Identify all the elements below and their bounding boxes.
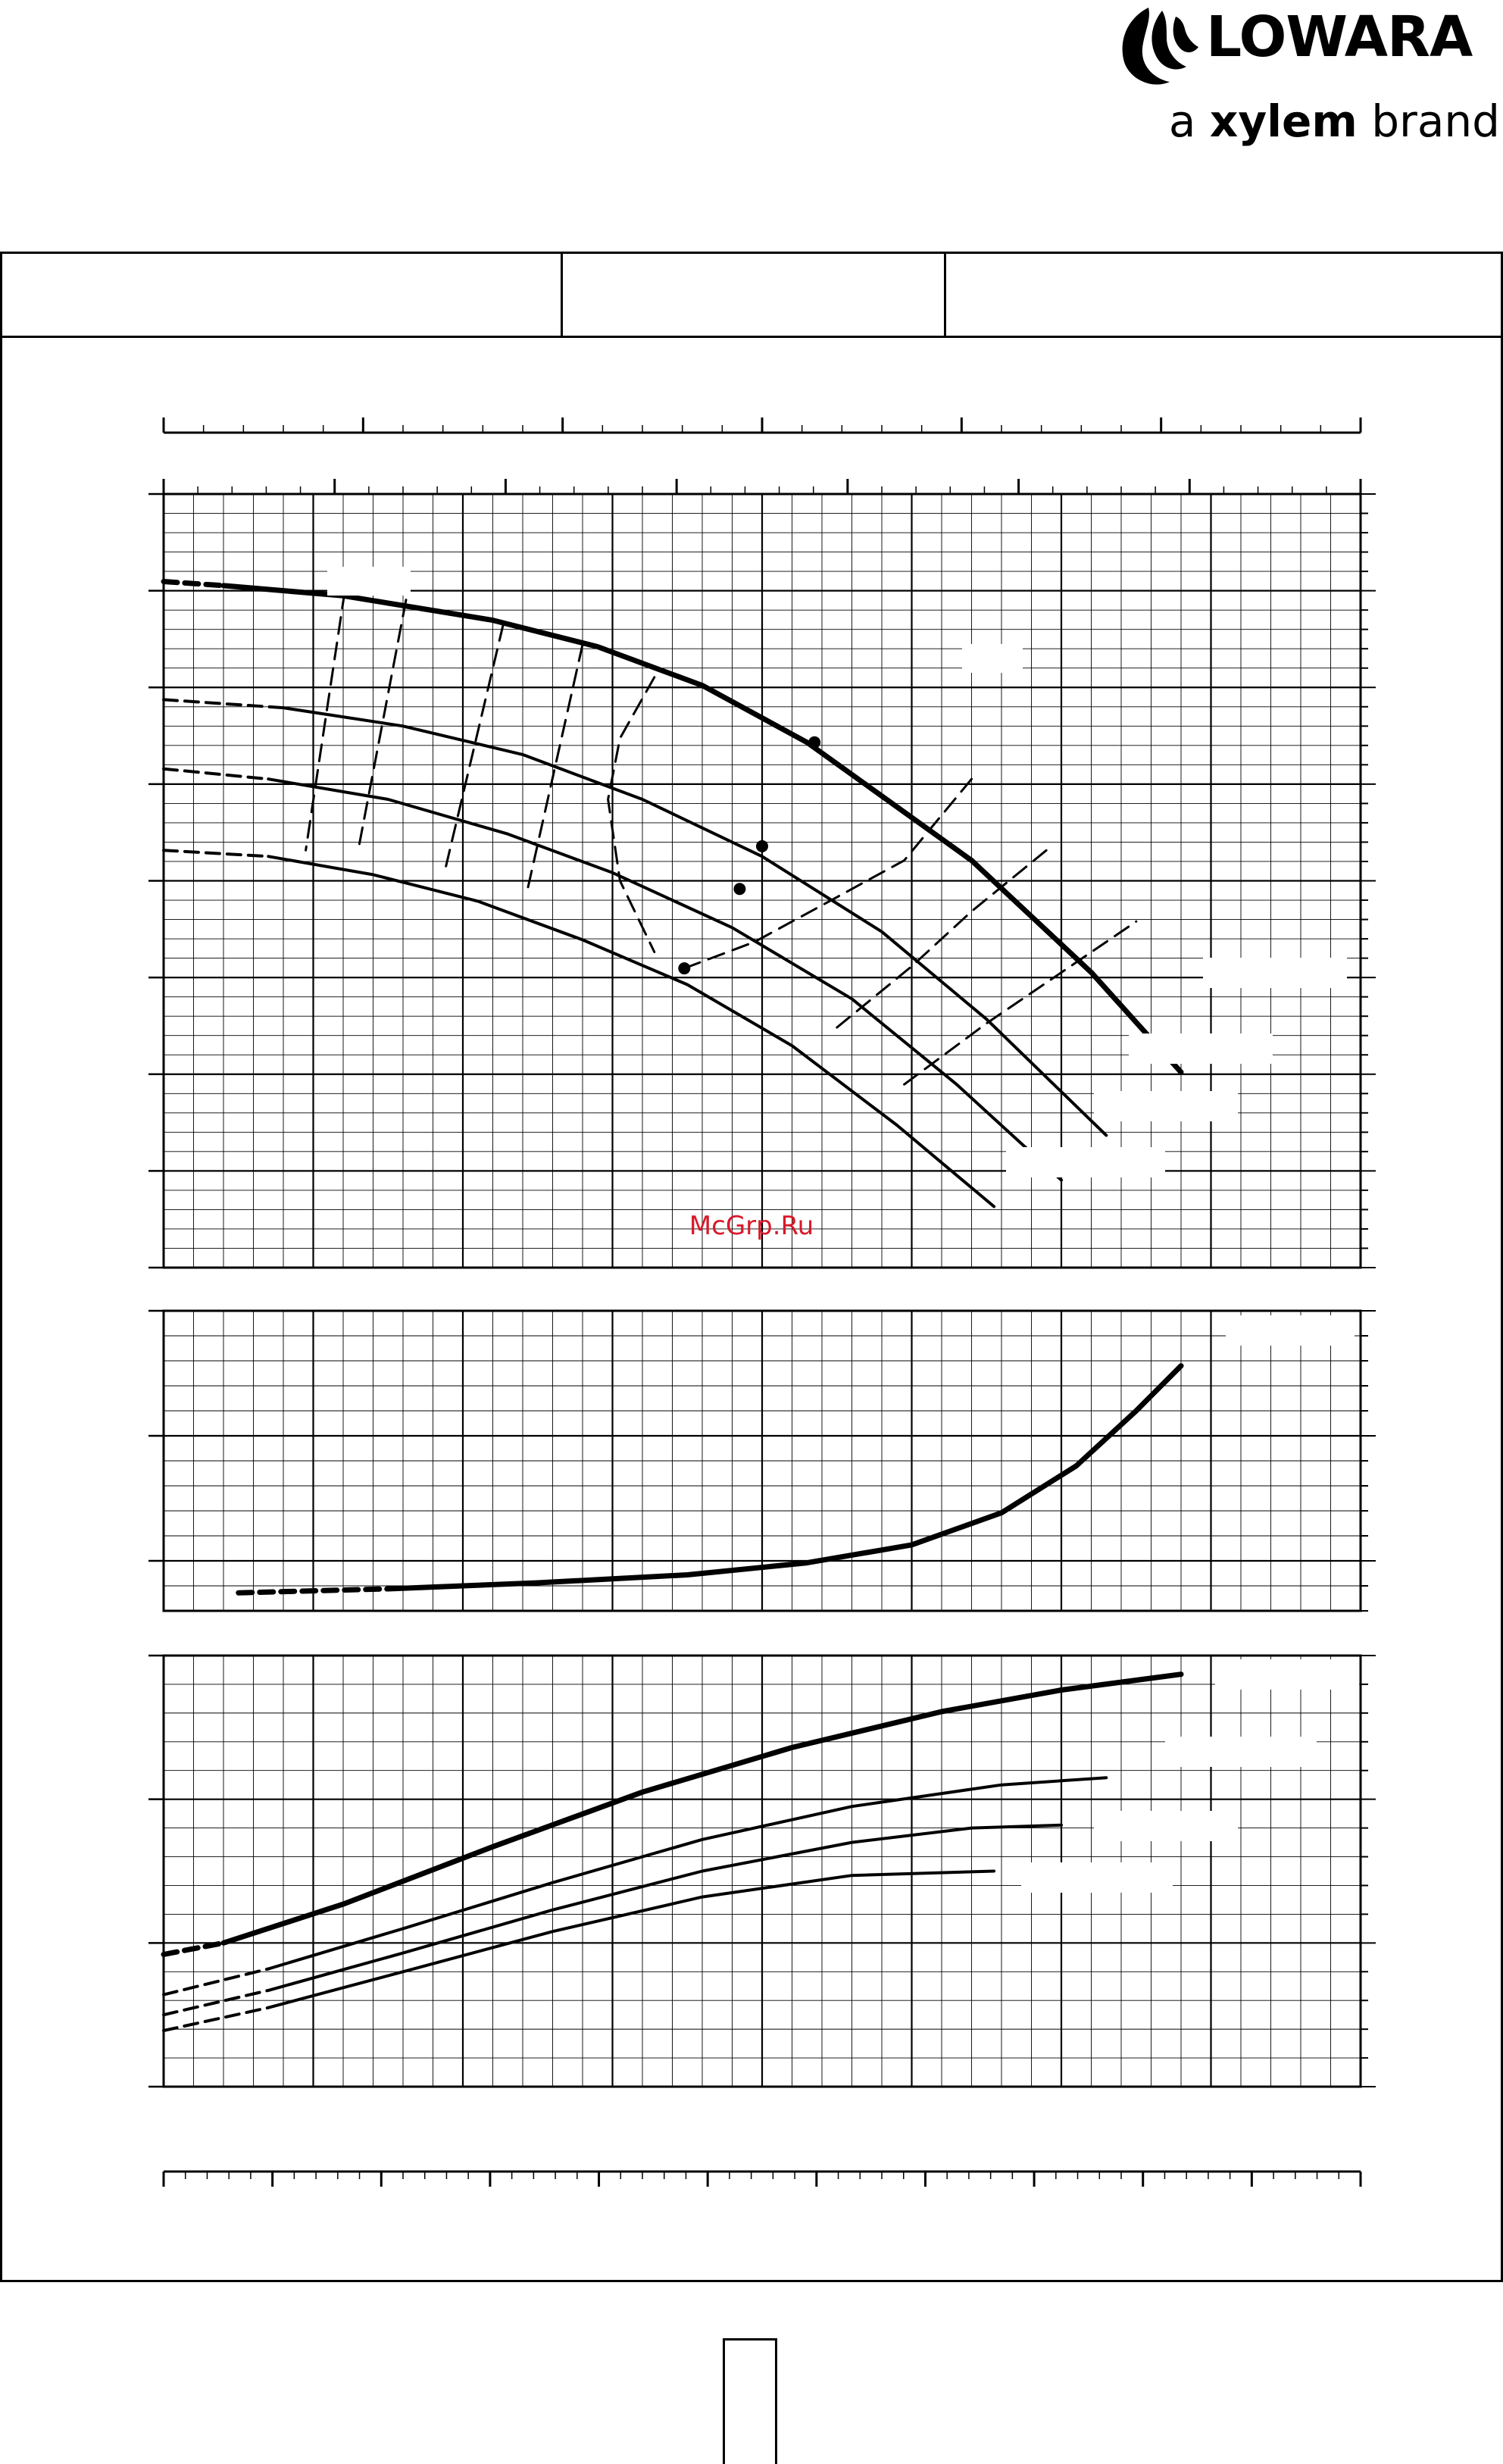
head-best-point-3	[678, 962, 690, 974]
brand-name: LOWARA	[1206, 5, 1473, 70]
watermark: McGrp.Ru	[689, 1211, 814, 1241]
label-plate-head-4	[1006, 1147, 1165, 1177]
head-efficiency-isoline-5	[684, 779, 971, 968]
power-curve-3-start	[164, 2008, 268, 2031]
head-curve-1	[283, 708, 1106, 1135]
label-plate-power-2	[1165, 1737, 1317, 1767]
label-plate-power-1	[1215, 1659, 1359, 1690]
power-curve-1	[268, 1778, 1106, 1968]
head-efficiency-isoline-4	[608, 677, 655, 952]
label-plate-eff-1	[962, 644, 1023, 673]
head-curve-3	[268, 856, 994, 1206]
head-curve-2-start	[164, 769, 268, 779]
head-best-point-0	[808, 736, 820, 749]
label-plate-head-2	[1129, 1033, 1273, 1064]
label-plate-power-3	[1094, 1811, 1238, 1841]
tagline-suffix: brand	[1357, 95, 1500, 147]
head-curve-3-start	[164, 850, 268, 856]
label-plate-power-4	[1021, 1862, 1173, 1893]
tagline-prefix: a	[1168, 95, 1210, 147]
head-best-point-2	[733, 883, 745, 895]
head-efficiency-isoline-0	[306, 592, 345, 850]
label-plate-head-1	[1203, 958, 1347, 988]
tagline-bold: xylem	[1209, 95, 1358, 147]
label-plate-npsh	[1226, 1315, 1355, 1346]
head-best-point-1	[756, 840, 768, 852]
label-plate-eff-2	[327, 567, 411, 596]
label-plate-head-3	[1094, 1091, 1238, 1121]
page-number-box	[723, 2338, 777, 2464]
head-efficiency-isoline-7	[905, 921, 1136, 1084]
power-curve-1-start	[164, 1969, 268, 1995]
npsh-curve-0-start	[239, 1589, 389, 1593]
head-curve-0-start	[164, 582, 223, 586]
